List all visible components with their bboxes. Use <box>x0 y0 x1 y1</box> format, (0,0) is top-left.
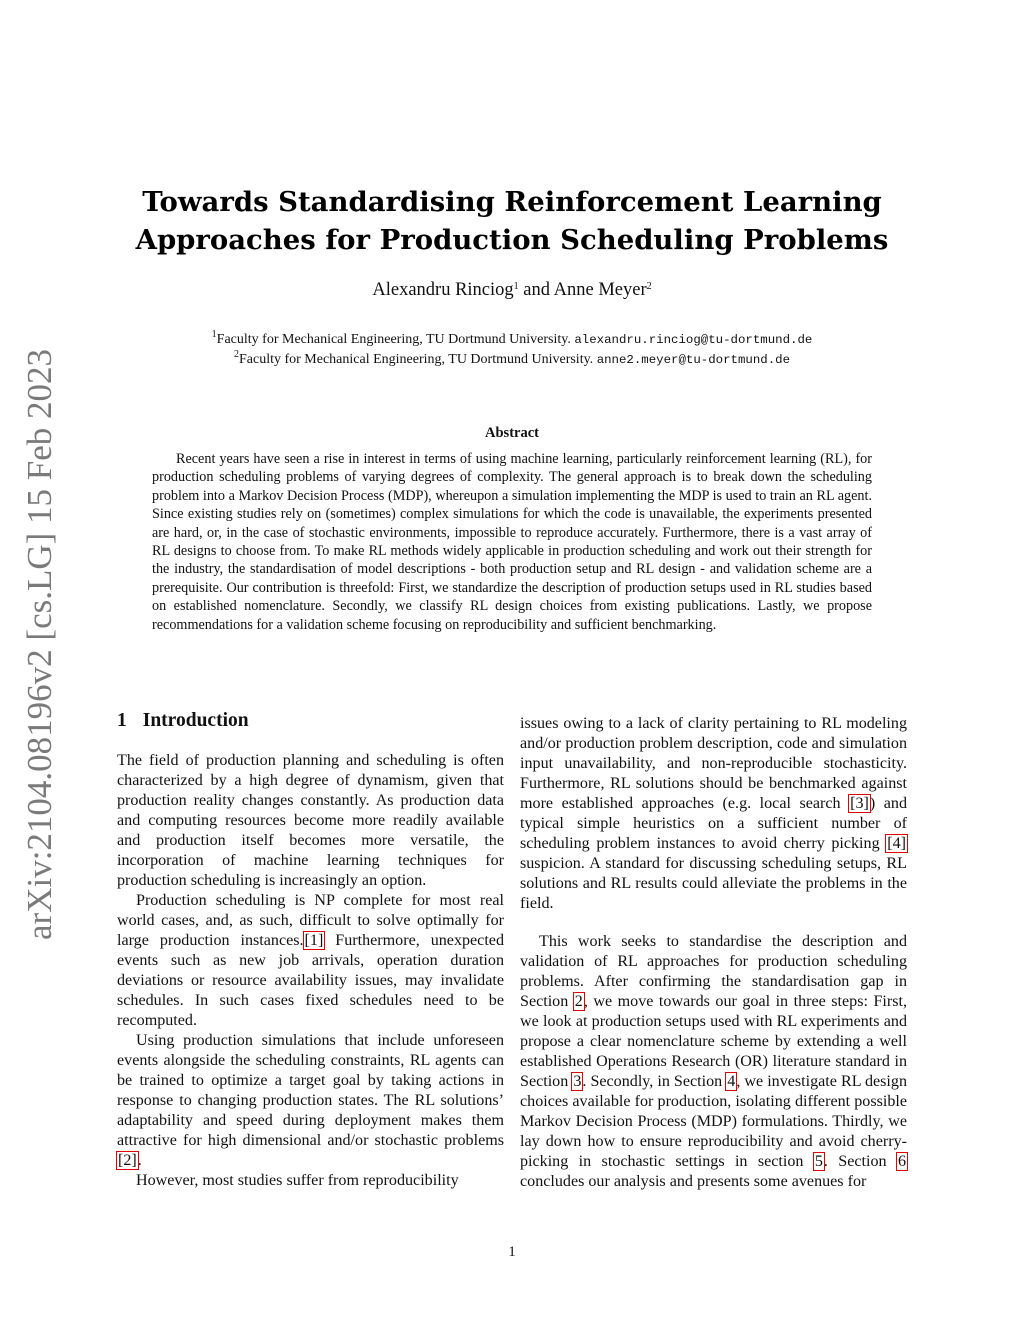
paragraph-text: Production scheduling is NP complete for most real world cases, and, as such, difficult to solve optimally for large production instances. <box>117 892 504 949</box>
affiliations <box>130 330 894 370</box>
intro-paragraph-6 <box>520 932 907 1192</box>
paragraph-text: suspicion. A standard for discussing scheduling setups, RL solutions and RL results could alleviate the problems in the field. <box>520 855 907 912</box>
author-1: Alexandru Rinciog <box>372 280 514 300</box>
intro-paragraph-3 <box>117 1031 504 1171</box>
affil-1-mark: 1 <box>211 329 217 340</box>
abstract-body: Recent years have seen a rise in interest in terms of using machine learning, particularly reinforcement learning (RL), for production scheduling problems of varying degrees of complexity. The general approach is to break down the scheduling problem into a Markov Decision Process (MDP), whereupon a simulation implementing the MDP is used to train an RL agent. Since existing studies rely on (sometimes) complex simulations for which the code is unavailable, the experiments presented are hard, or, in the case of stochastic environments, impossible to reproduce accurately. Furthermore, there is a vast array of RL designs to choose from. To make RL methods widely applicable in production scheduling and work out their strength for the industry, the standardisation of model descriptions - both production setup and RL design - and validation scheme are a prerequisite. Our contribution is threefold: First, we standardize the description of production setups used in RL studies based on established nomenclature. Secondly, we classify RL design choices from existing publications. Lastly, we propose recommendations for a validation scheme focusing on reproducibility and sufficient benchmarking. <box>152 451 872 633</box>
section-link[interactable]: 2 <box>574 993 583 1010</box>
intro-paragraph-4: However, most studies suffer from reproducibility <box>136 1172 459 1189</box>
right-column <box>520 714 907 1192</box>
section-number: 1 <box>117 710 127 731</box>
affiliation-1 <box>130 330 894 350</box>
section-link[interactable]: 3 <box>573 1073 582 1090</box>
paragraph-text: Furthermore, unexpected events such as new job arrivals, operation duration deviations or resource availability issues, may invalidate schedules. In such cases fixed schedules need to be recomputed. <box>117 932 504 1029</box>
section-title: Introduction <box>142 710 249 731</box>
paragraph-text: ) and typical simple heuristics on a sufficient number of scheduling problem instances to avoid cherry picking <box>520 795 907 852</box>
citation-link[interactable]: [1] <box>304 932 324 949</box>
section-heading-introduction <box>117 710 249 732</box>
paragraph-text: . Section <box>823 1153 897 1170</box>
affil-1-email[interactable]: alexandru.rinciog@tu-dortmund.de <box>574 333 813 347</box>
section-link[interactable]: 4 <box>727 1073 736 1090</box>
affiliation-2 <box>130 350 894 370</box>
paragraph-text: This work seeks to standardise the description and validation of RL approaches for production scheduling problems. After confirming the standardisation gap in Section <box>520 933 907 1010</box>
paragraph-text: . <box>137 1152 142 1169</box>
paragraph-text: Using production simulations that include unforeseen events alongside the scheduling constraints, RL agents can be trained to optimize a target goal by taking actions in response to changing production states. The RL solutions’ adaptability and speed during deployment makes them attractive for high dimensional and/or stochastic problems <box>117 1032 504 1149</box>
abstract-heading: Abstract <box>485 425 539 441</box>
author-2: Anne Meyer <box>553 280 647 300</box>
intro-paragraph-2 <box>117 891 504 1031</box>
paragraph-text: . Secondly, in Section <box>582 1073 727 1090</box>
author-2-affil-mark: 2 <box>646 281 652 292</box>
affil-1-text: Faculty for Mechanical Engineering, TU Dortmund University. <box>216 332 575 347</box>
intro-paragraph-5 <box>520 714 907 914</box>
section-link[interactable]: 5 <box>814 1153 823 1170</box>
left-column <box>117 751 504 1191</box>
author-list <box>130 280 894 301</box>
title-line-2: Approaches for Production Scheduling Problems <box>135 224 889 256</box>
page-number: 1 <box>508 1244 516 1260</box>
citation-link[interactable]: [3] <box>850 795 869 812</box>
section-link[interactable]: 6 <box>897 1153 906 1170</box>
paragraph-text: issues owing to a lack of clarity pertaining to RL modeling and/or production problem description, code and simulation input unavailability, and non-reproducible stochasticity. Furthermore, RL solutions should be benchmarked against more established approaches (e.g. local search <box>520 715 907 812</box>
paragraph-text: , we investigate RL design choices available for production, isolating different possible Markov Decision Process (MDP) formulations. Thirdly, we lay down how to ensure reproducibility and avoid cherry-picking in stochastic settings in section <box>520 1073 907 1170</box>
affil-2-mark: 2 <box>233 349 239 360</box>
affil-2-text: Faculty for Mechanical Engineering, TU Dortmund University. <box>238 352 597 367</box>
paragraph-text: concludes our analysis and presents some avenues for <box>520 1173 867 1190</box>
paragraph-text: , we move towards our goal in three steps: First, we look at production setups used with RL experiments and propose a clear nomenclature scheme by extending a well established Operations Research (OR) literature standard in Section <box>520 993 908 1090</box>
author-conjunction: and <box>518 280 554 300</box>
intro-paragraph-1: The field of production planning and scheduling is often characterized by a high degree of dynamism, given that production reality changes constantly. As production data and computing resources become more readily available and production itself becomes more versatile, the incorporation of machine learning techniques for production scheduling is increasingly an option. <box>117 752 504 889</box>
title-line-1: Towards Standardising Reinforcement Learning <box>142 186 882 218</box>
author-1-affil-mark: 1 <box>513 281 519 292</box>
paper-title <box>130 183 894 259</box>
citation-link[interactable]: [2] <box>118 1152 137 1169</box>
citation-link[interactable]: [4] <box>887 835 906 852</box>
arxiv-identifier: arXiv:2104.08196v2 [cs.LG] 15 Feb 2023 <box>20 348 59 940</box>
affil-2-email[interactable]: anne2.meyer@tu-dortmund.de <box>596 353 791 367</box>
